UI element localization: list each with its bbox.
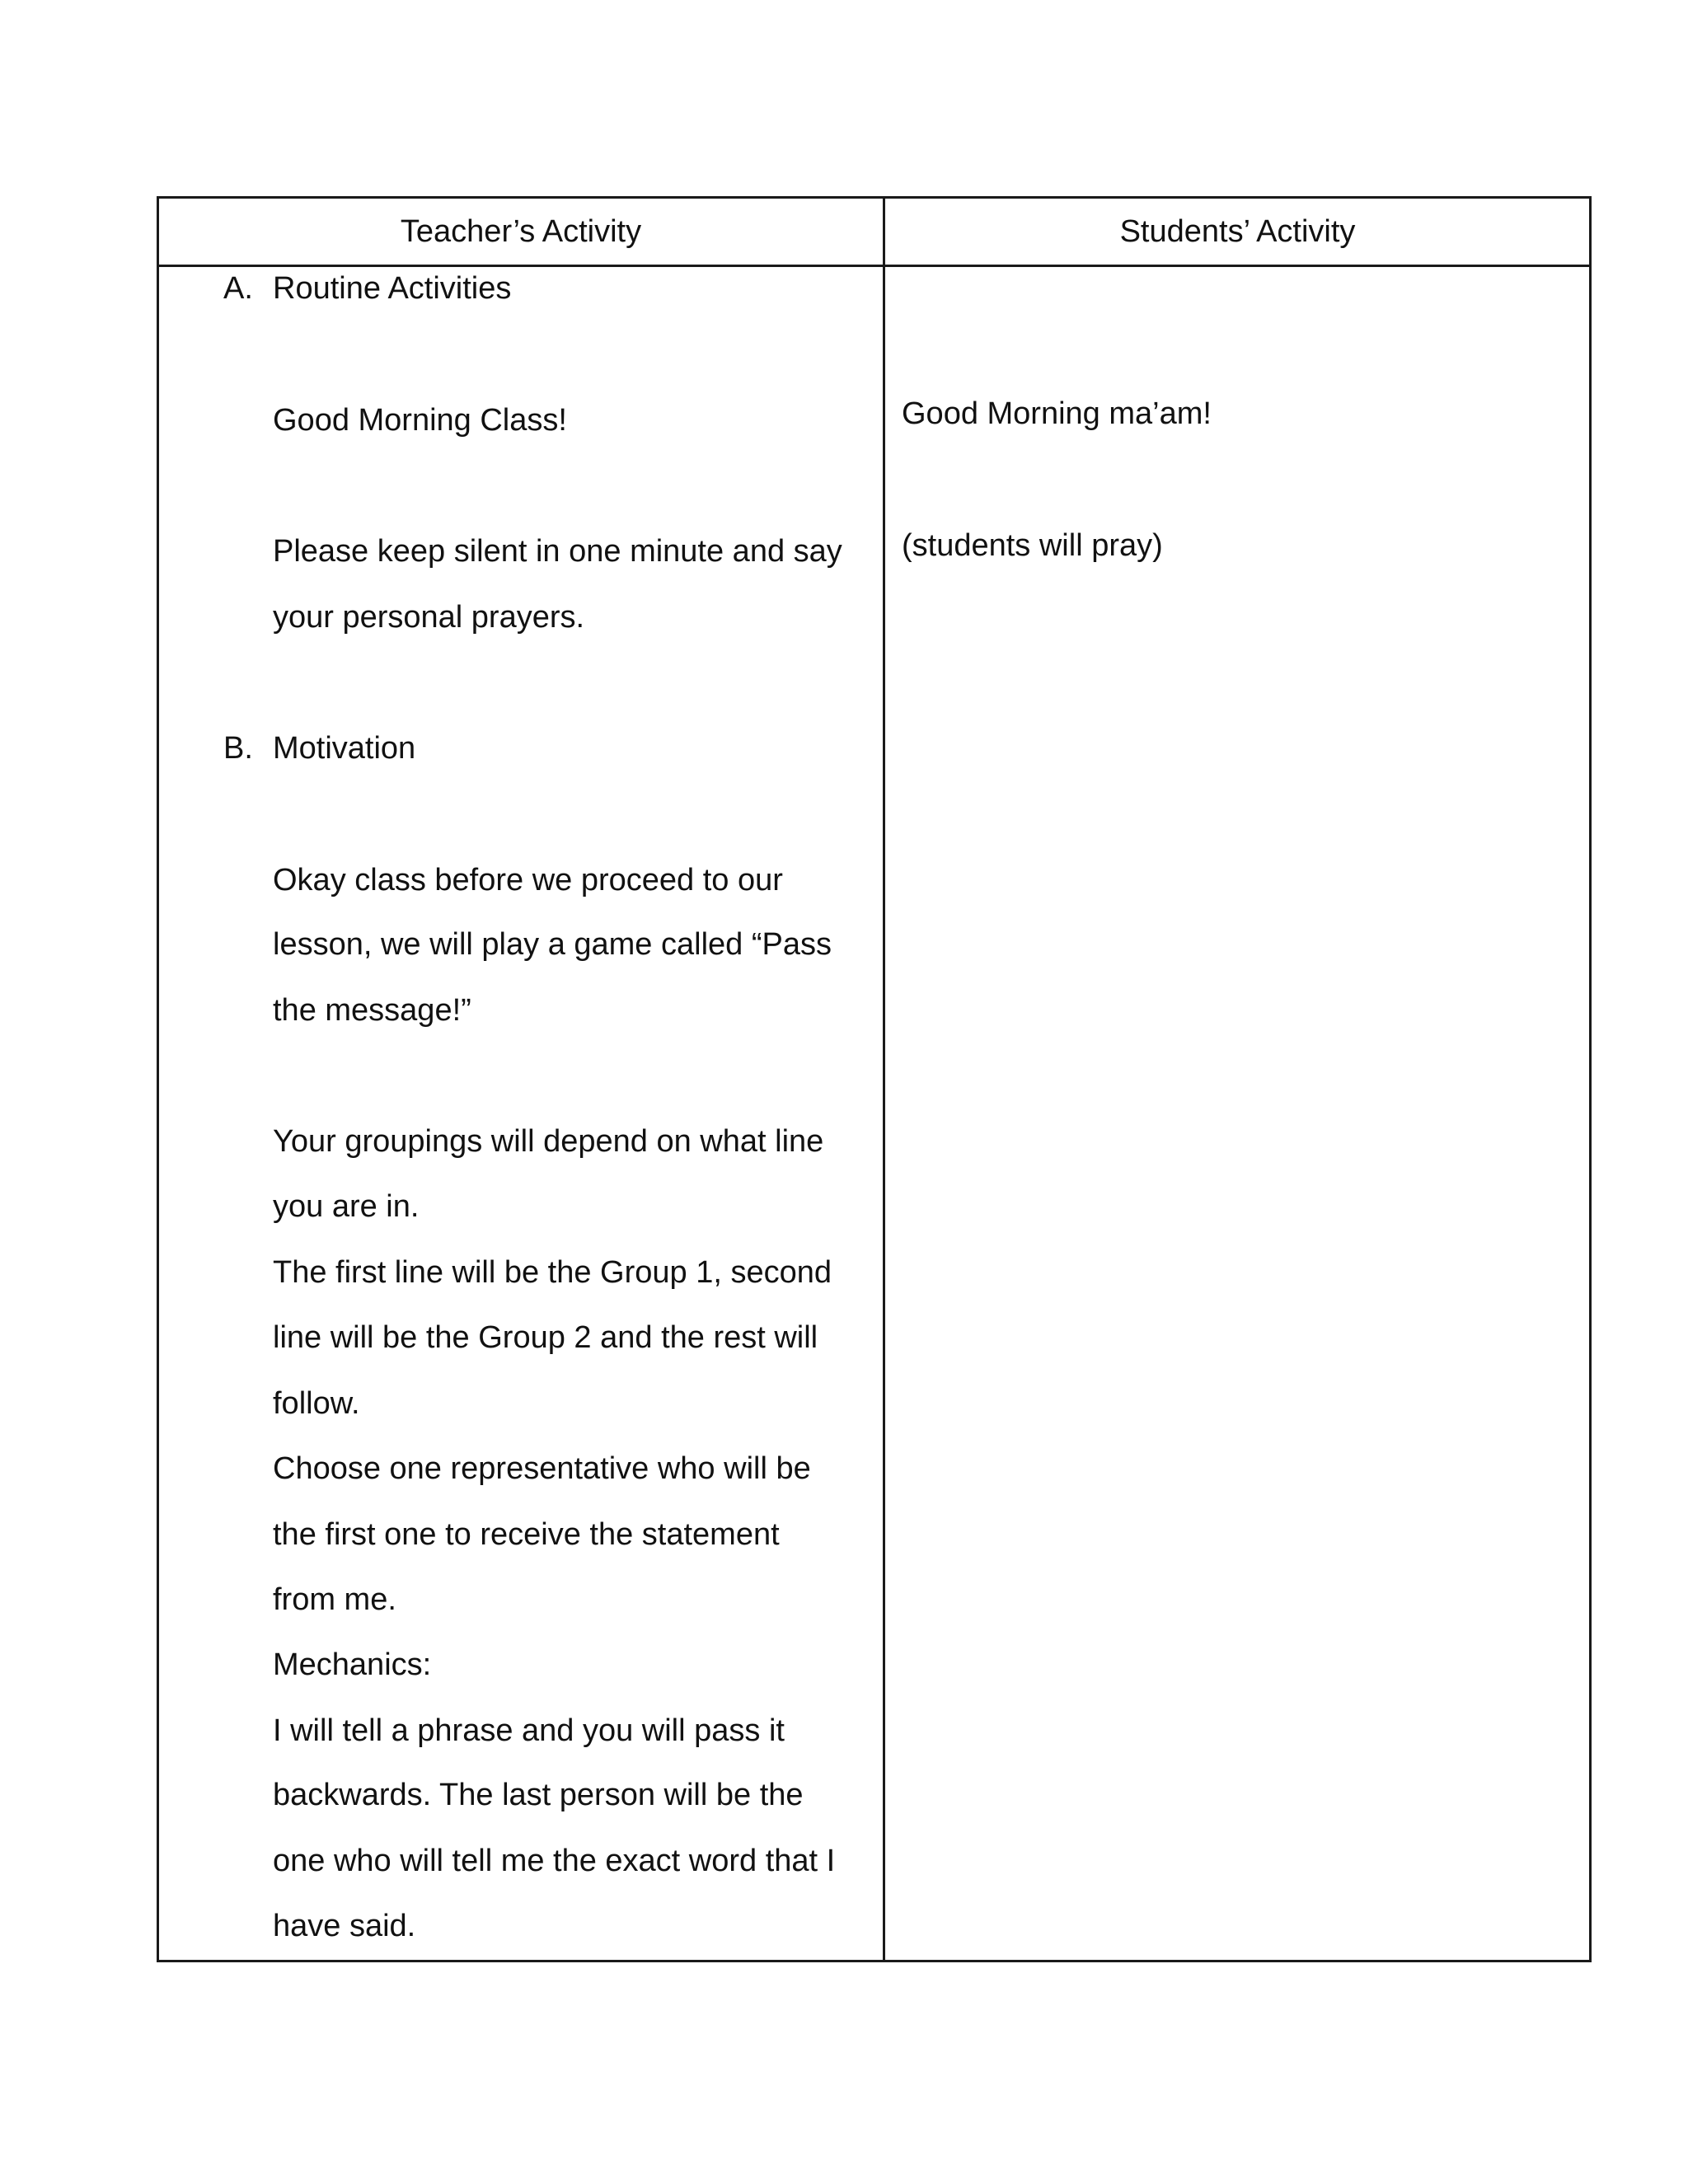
grouping-line: The first line will be the Group 1, second [273, 1255, 832, 1290]
grouping-line: the first one to receive the statement [273, 1517, 780, 1552]
section-a-title: Routine Activities [273, 271, 512, 306]
mechanics-heading: Mechanics: [273, 1647, 432, 1682]
grouping-line: one who will tell me the exact word that I [273, 1844, 836, 1878]
grouping-line: have said. [273, 1909, 416, 1943]
column-divider [883, 199, 885, 1960]
grouping-line: line will be the Group 2 and the rest will [273, 1320, 818, 1355]
grouping-line: follow. [273, 1386, 360, 1421]
prayer-line: Please keep silent in one minute and say [273, 534, 842, 569]
grouping-line: Your groupings will depend on what line [273, 1124, 824, 1159]
header-divider [159, 265, 1589, 267]
lesson-plan-table [157, 196, 1592, 1962]
teacher-activity-header: Teacher’s Activity [400, 213, 642, 249]
grouping-line: you are in. [273, 1189, 420, 1224]
teacher-greeting: Good Morning Class! [273, 403, 567, 438]
grouping-line: Choose one representative who will be [273, 1451, 811, 1486]
motivation-line: Okay class before we proceed to our [273, 863, 783, 898]
grouping-line: I will tell a phrase and you will pass it [273, 1713, 785, 1748]
section-a-marker: A. [223, 271, 253, 306]
students-greeting-reply: Good Morning ma’am! [902, 396, 1212, 431]
section-b-marker: B. [223, 731, 253, 766]
section-b-title: Motivation [273, 731, 416, 766]
prayer-line: your personal prayers. [273, 600, 585, 635]
grouping-line: backwards. The last person will be the [273, 1778, 804, 1812]
grouping-line: from me. [273, 1582, 396, 1617]
students-prayer-reply: (students will pray) [902, 528, 1163, 563]
students-activity-header: Students’ Activity [1119, 213, 1356, 249]
motivation-line: the message!” [273, 993, 471, 1028]
motivation-line: lesson, we will play a game called “Pass [273, 927, 832, 962]
